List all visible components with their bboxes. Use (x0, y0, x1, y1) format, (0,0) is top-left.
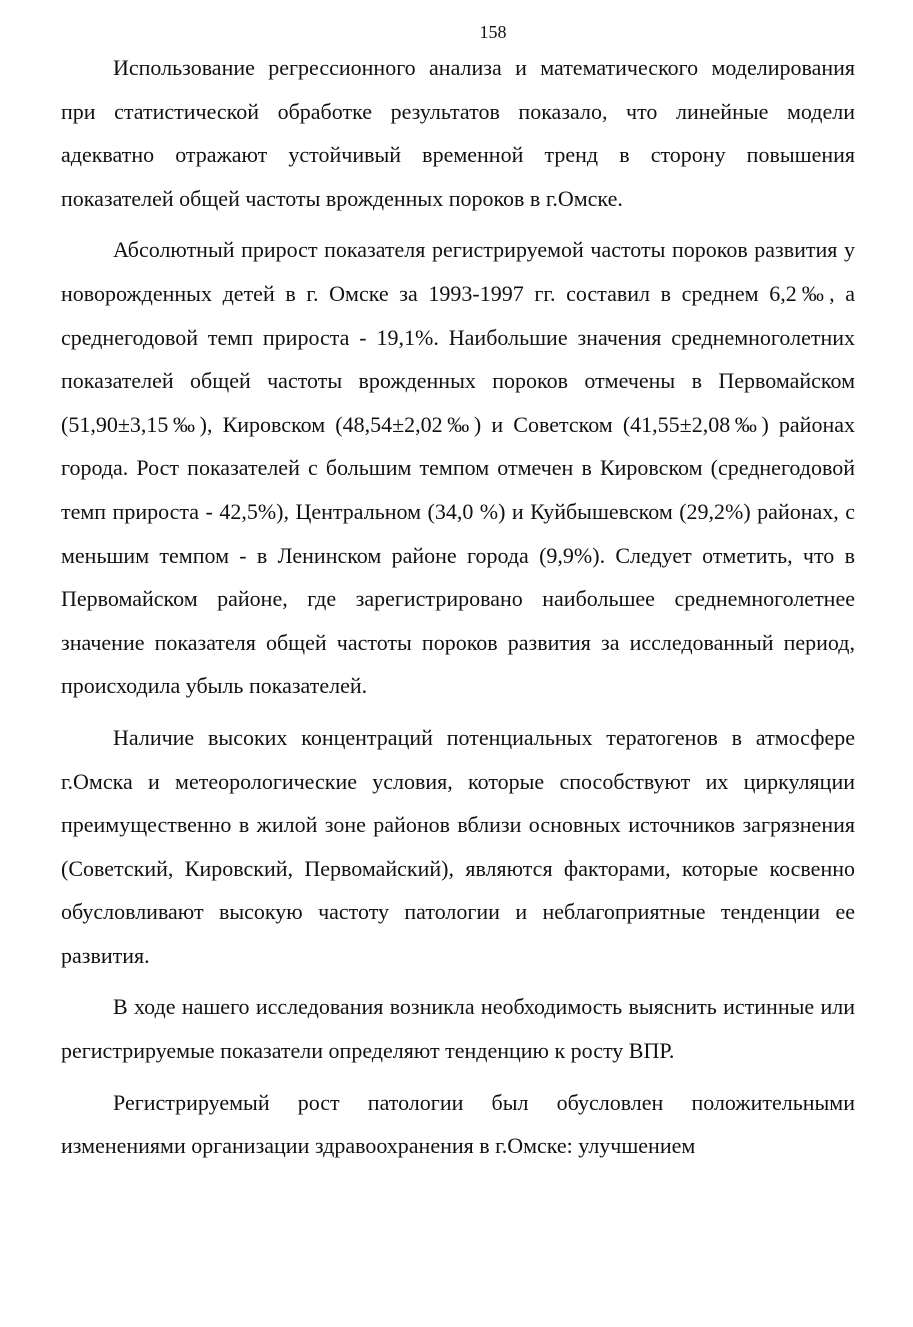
paragraph-regression-analysis: Использование регрессионного анализа и математического моделирования при статистической обработке результатов показало, что линейные модели адекватно отражают устойчивый временной тренд в сторону повышения показателей общей частоты врожденных пороков в г.Омске. (61, 55, 855, 211)
paragraph-absolute-growth: Абсолютный прирост показателя регистрируемой частоты пороков развития у новорожденных детей в г. Омске за 1993-1997 гг. составил в среднем 6,2‰, а среднегодовой темп прироста - 19,1%. Наибольшие значения среднемноголетних показателей общей частоты врожденных пороков отмечены в Первомайском (51,90±3,15‰), Кировском (48,54±2,02‰) и Советском (41,55±2,08‰) районах города. Рост показателей с большим темпом отмечен в Кировском (среднегодовой темп прироста - 42,5%), Центральном (34,0 %) и Куйбышевском (29,2%) районах, с меньшим темпом - в Ленинском районе города (9,9%). Следует отметить, что в Первомайском районе, где зарегистрировано наибольшее среднемноголетнее значение показателя общей частоты пороков развития за исследованный период, происходила убыль показателей. (61, 237, 855, 699)
paragraph-teratogens: Наличие высоких концентраций потенциальных тератогенов в атмосфере г.Омска и метеорологические условия, которые способствуют их циркуляции преимущественно в жилой зоне районов вблизи основных источников загрязнения (Советский, Кировский, Первомайский), являются факторами, которые косвенно обусловливают высокую частоту патологии и неблагоприятные тенденции ее развития. (61, 724, 855, 968)
paragraph-registered-growth: Регистрируемый рост патологии был обусловлен положительными изменениями организации здравоохранения в г.Омске: улучшением (61, 1089, 855, 1159)
page-number: 158 (479, 22, 507, 42)
paragraph-research-question: В ходе нашего исследования возникла необходимость выяснить истинные или регистрируемые показатели определяют тенденцию к росту ВПР. (61, 994, 855, 1064)
body-text (61, 46, 855, 1168)
